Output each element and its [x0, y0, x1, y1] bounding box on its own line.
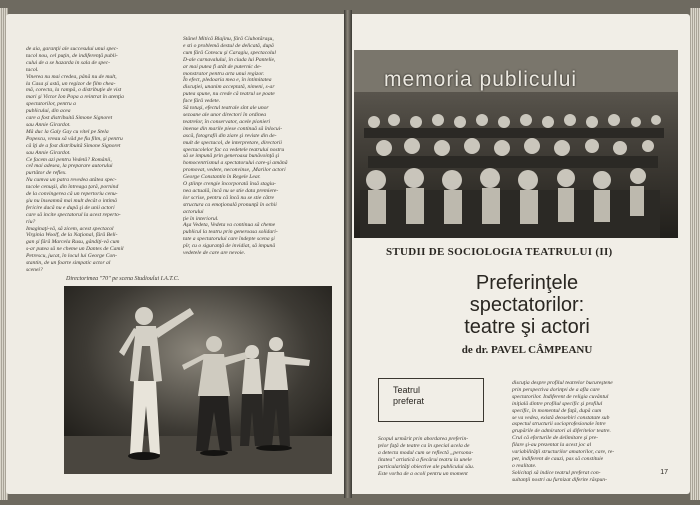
stage-photo-illustration — [64, 286, 332, 474]
page-edges-right — [690, 8, 700, 500]
subsection-box-line-2: preferat — [393, 396, 425, 406]
photo-caption: Directorimea "70" pe scena Studioului I.A.T.C. — [66, 276, 180, 282]
article-title-line-1: Preferinţele — [475, 272, 579, 294]
article-title-line-2: spectatorilor: — [469, 294, 585, 316]
article-title-line-3: teatre şi actori — [464, 316, 590, 338]
article-author: de dr. PAVEL CÂMPEANU — [461, 344, 593, 356]
stage-photo — [64, 286, 332, 474]
left-page-column-1: de aia, garanţii ale succesului unui spec- tacol nou, cel puţin, de indiferenţă publi- cului de a se hazarda in sala de spec- tacol. Vinerea nu mai credea, până nu de mult, la Casa şi astă, un regizor de film chea- mă, corecta, la rampă, o distribuţie de vist mari şi Victor Ion Popa a reintrat în atenţia spectatorilor, pentru a publicului, din acea care a fost distribuită Simone Signoret sau Annie Girardot. Mă duc la Galy Gay cu vitel pe Stela Popescu, vreau să văd pe fiu film, şi pentru că îţi de a fost distribuită Simone Signoret sau Annie Girardot. Ce facem azi pentru Vedetă? Românii, ceI mai adesea, la preparare autorului purtător de reflex. Nu cumva un patra revedea atâtea spec- tacole cenuşii, din întreaga ţară, pornind de la convingerea că un repertoriu cenu- şiu nu înseamnă mai mult decât o intimă fericire dacă nu e după şi de unii actori care să incite spectatorul la acest reperto- riu? Imaginaţi-vă, să zicem, acest spectacol Virginia Woolf, de la Naţional, fără Beli- gan şi fără Marcela Rusu, gândiţi-vă cum s-ar putea să ne cheme un Dantes de Camil Petrescu, jucat, în locul lui George Con- stantin, de un foarte simpatic actor al scenei? — [26, 46, 124, 273]
right-page-column-2: discuţia despre profilul teatrelor bucureştene prin perspectiva dorinţei de a afla care spectatorilor. Indiferent de religia cuvântul iniţială dintre profilul specific şi profilul specific, în momentul de faţă, după cum se va vedea, există deosebiri constatate sub aspectul structurii socioprofesionale între grupările de admiratori ai diferitelor teatre. Crul că eforturile de delimitare şi pre- filare şi-au prezentat la acest joc al variabilităţii structurilor amatorilor, care, re- pet, indiferent de cauzi, pas să constituie o realitate. Solicitaţi să indice teatrul preferat con- sultanţii nostri au furnizat diferite răspun- — [512, 380, 615, 483]
left-page-column-2: Stănel Mitică Blajinu, fără Ciubotăraşu, e sti o problemă destul de delicată, după cum fără Cotescu şi Caragiu, spectacolul D-ale carnavalului, în ciuda lui Pantelie, ar mai putea fi atât de puternic de- monstrator pentru arta unui regizor. În efect, pledoaria mea e, în intimitatea discuţiei, unanim acceptată, nimeni, s-ar putea spune, nu crede că teatrul se poate face fără vedete. Să totuşi, efectul teatrale sînt ale unor sezoane ale unor directori în ordinea teatrelor, în conservator, acele pionieri imense din marile piese continuă să înlocui- ască, fotografii din ziare şi reviste din de- mult de spectacol, de interpretare, directorii spectacolelor fac ca vedetele teatrului nostru să se impună prin generoasa bunăvoinţă şi homocentrismul a spectatorului care-şi amână promovat, vedete, neconvinse, ,Marilor actori George Constantin în Regele Lear. O ştiinţe crengie încorporată însă stagiu- nea actuală, încă nu se stie data premiere- lor scrise, pentru că încă nu se stie către structura ca emoţională pronunţă în ochii actorului ţie în interiorul. Aşa Vedeta, Vedeta va continua să cheme publicul la teatru prin generoasa solidari- tate a spectatorului care îndepte scena şi pîr, cu o siguranţă de invidiat, să impună vedetele de care are nevoie. — [183, 36, 288, 257]
section-title: STUDII DE SOCIOLOGIA TEATRULUI (II) — [386, 246, 613, 258]
book-spine — [344, 10, 352, 498]
subsection-box-line-1: Teatrul — [393, 385, 421, 395]
left-page — [6, 14, 344, 494]
article-title — [392, 272, 662, 338]
memoria-publicului-title: memoria publicului — [384, 68, 578, 91]
right-page — [352, 14, 690, 494]
right-page-column-1: Scopul urmărit prin abordarea preferin- ţelor faţă de teatre ca în special acela de a detecta modul cum se reflectă „persona- litatea" artistică a fiecărui teatru la unele particularităţi obiective ale publicului său. Este vorba de a ocoli pentru un moment — [378, 436, 475, 477]
audience-photo — [354, 50, 678, 238]
page-number: 17 — [660, 469, 668, 476]
subsection-box — [378, 378, 484, 422]
